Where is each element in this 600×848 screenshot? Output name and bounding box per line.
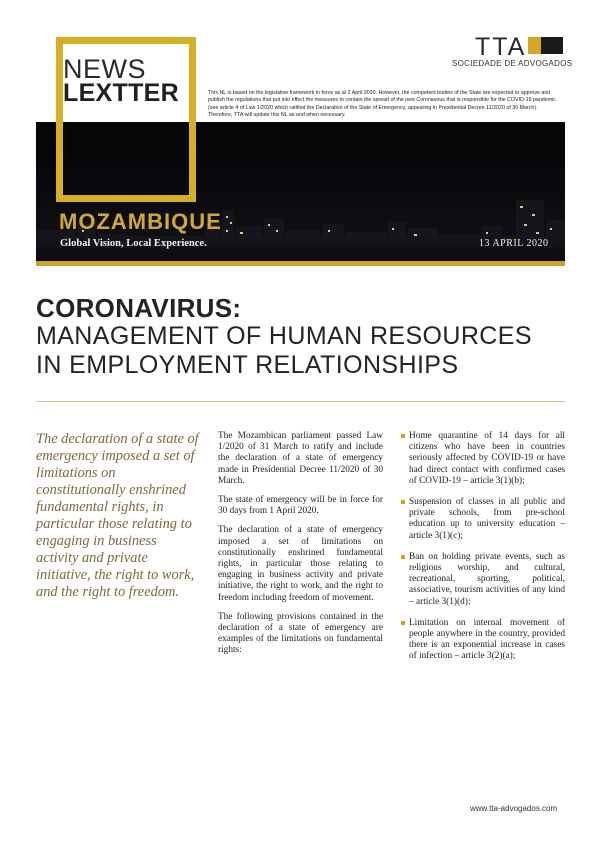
firm-logo-subtitle: SOCIEDADE DE ADVOGADOS <box>452 59 573 68</box>
website-link[interactable]: www.tta-advogados.com <box>470 804 558 813</box>
limitations-list <box>401 431 565 663</box>
issue-date: 13 APRIL 2020 <box>479 238 549 249</box>
headline-line-2: MANAGEMENT OF HUMAN RESOURCES <box>36 322 532 350</box>
masthead-lexter: LEXTTER <box>63 79 179 107</box>
divider <box>36 401 565 402</box>
body-paragraph: The declaration of a state of emergency imposed a set of limitations on constitutionally enshrined fundamental rights, in particular those relating to engaging in business activity and private initiative, the right to work, and the right to freedom including freedom of movement. <box>218 525 383 603</box>
body-paragraph: The state of emergency will be in force for 30 days from 1 April 2020. <box>218 495 383 517</box>
intro-note: This NL is based on the legislative framework in force as at 2 April 2020. However, the competent bodies of the State are expected to approve and publish the regulations that put into effect the measures to contain the spread of the new Coronavirus that is responsible for the COVID-19 pandemic (see article 4 of Law 1/2020 which ratified the Declaration of the State of Emergency, appearing in Presidential Decree 11/2020 of 30 March). Therefore, TTA will update this NL as and when necessary. <box>208 90 556 118</box>
list-item <box>401 618 565 663</box>
list-item <box>401 552 565 608</box>
headline-line-3: IN EMPLOYMENT RELATIONSHIPS <box>36 351 459 379</box>
list-item-text: Home quarantine of 14 days for all citizens who have been in countries seriously affected by COVID-19 or have had direct contact with confirmed cases of COVID-19 – article 3(1)(b); <box>409 431 565 486</box>
bullet-icon <box>401 621 405 625</box>
body-column-middle <box>218 431 383 665</box>
country-label: MOZAMBIQUE <box>59 209 222 234</box>
list-item-text: Ban on holding private events, such as religious worship, and cultural, recreational, sporting, political, associative, tourism activities of any kind – article 3(1)(d); <box>409 551 565 607</box>
logo-dark-block <box>541 37 563 54</box>
bullet-icon <box>401 500 405 504</box>
logo-gold-block <box>528 37 541 54</box>
slogan: Global Vision, Local Experience. <box>60 238 207 249</box>
headline-line-1: CORONAVIRUS: <box>36 293 242 323</box>
body-paragraph: The following provisions contained in the declaration of a state of emergency are examples of the limitations on fundamental rights: <box>218 611 383 656</box>
body-column-right <box>401 431 565 673</box>
masthead-news: NEWS <box>63 54 146 84</box>
body-paragraph: The Mozambican parliament passed Law 1/2020 of 31 March to ratify and include the declaration of a state of emergency made in Presidential Decree 11/2020 of 30 March. <box>218 431 383 486</box>
list-item <box>401 431 565 487</box>
firm-logo-text: TTA <box>475 33 527 61</box>
list-item-text: Suspension of classes in all public and private schools, from pre-school education up to university education – article 3(1)(c); <box>409 497 565 541</box>
bullet-icon <box>401 434 405 438</box>
list-item-text: Limitation on internal movement of people anywhere in the country, provided there is an exponential increase in cases of infection – article 3(2)(a); <box>409 617 565 662</box>
pull-quote: The declaration of a state of emergency imposed a set of limitations on constitutionally enshrined fundamental rights, in particular those relating to engaging in business activity and private initiative, the right to work, and the right to freedom. <box>36 431 199 600</box>
bullet-icon <box>401 555 405 559</box>
list-item <box>401 497 565 542</box>
